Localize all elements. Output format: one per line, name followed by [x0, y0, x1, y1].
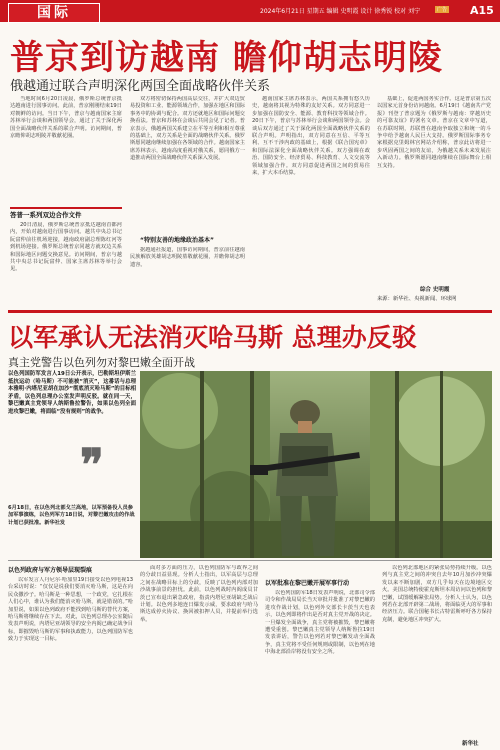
issue-meta: 2024年6月21日 星期五 编辑 史明霞 设计 徐秀锐 校对 刘宁 — [260, 8, 421, 15]
ad-badge: 广告 — [437, 7, 448, 13]
story-divider — [8, 310, 492, 313]
story1-column-2 — [130, 96, 245, 231]
story2-column-3 — [265, 590, 375, 745]
story1-column-2-subhead: “特别友善的地缘政治基本” — [140, 237, 214, 244]
story1-column-4 — [377, 96, 491, 281]
photo-caption: 6月18日，在以色列北部戈兰高地，以军预备役人员参加军事演练，以色列军方18日说，对黎巴嫩攻击的作战计划已获批准。新华社发 — [8, 505, 135, 526]
paragraph: 基础上，促进两国务实合作。这是普京第五次以国家元首身份访问越南。6月19日《越南共产党报》刊登了普京题为《俄罗斯与越南：穿越历史的可靠友谊》的署名文章。普京在文章中写道，在苏联时期，苏联曾在越南争取独立和统一的斗争中给予越南人民巨大支持。俄罗斯国际事务专家根据克里姆林宫网站介绍称，普京此访将进一步巩固两国之间的友谊，为俄越关系未来发展注入新动力。俄罗斯愿同越南继续在国际舞台上相互支持。 — [377, 96, 491, 169]
story2-column-4 — [382, 565, 492, 737]
story1-headline: 普京到访越南 瞻仰胡志明陵 — [10, 38, 443, 78]
paragraph: 以色列北部地区的紧张局势持续升级。以色列与真主党之间的冲突自去年10月加沙冲突爆发以来不断加剧，双方几乎每天在边境地区交火。美国总统特使霍克斯坦本周访问以色列和黎巴嫩，试图缓解紧张局势。分析人士认为，以色列若在北部开辟第二战场，将面临更大的军事和经济压力。联合国秘书长古特雷斯呼吁各方保持克制，避免地区冲突扩大。 — [382, 565, 492, 623]
story2-subheadline: 真主党警告以色列勿对黎巴嫩全面开战 — [8, 356, 195, 369]
story2-col3-subhead: 以军批准在黎巴嫩开展军事行动 — [265, 580, 350, 587]
sidebox-title: 答普一系列双边合作文件 — [10, 211, 82, 219]
sidebox-rule — [10, 207, 122, 209]
story2-byline: 新华社 — [462, 741, 479, 747]
paragraph: 双方将密切保持两国高层交往，并扩大双边贸易投资和工业、能源领域合作，加强在地区和国际事务中的协调与配合。双方还就地区和国际问题交换看法。普京和苏林在会谈后共同会见了记者。普京表示，俄越两国关系建立在平等互利和相互尊重的基础上，双方关系是全面的战略伙伴关系。俄罗斯愿同越南继续加强在各领域的合作。越南国家主席苏林表示，越南高度重视对俄关系，愿同俄方一道推动两国全面战略伙伴关系深入发展。 — [130, 96, 245, 162]
paragraph: 据越通社报道，国事访问期间，普京前往越南民族解放英雄胡志明陵墓敬献花圈，并瞻仰胡志明遗容。 — [130, 247, 245, 268]
paragraph: 面对多方面的压力，以色列国防军与政界之间的分歧日益显现。分析人士指出，以军高层与总理之间在战略目标上的分歧，反映了以色列内部对加沙战事前景的担忧。此前，以色列战时内阁成员甘茨已宣布退出紧急政府，指责内塔尼亚胡缺乏战后计划。以色列多地连日爆发示威，要求政府与哈马斯达成停火协议、换回被扣押人员，并提前举行选举。 — [140, 565, 258, 623]
paragraph: 以色列国防军18日发表声明说，北部司令部司令和作战局局长当天审批并批准了对黎巴嫩的进攻作战计划，以色列外交部长卡茨当天也表示，以色列即将作出是否对真主党开战的决定。一旦爆发全面战争，真主党将被摧毁，黎巴嫩将遭受重创。黎巴嫩真主党领导人纳斯鲁拉19日发表讲话，警告以色列若对黎巴嫩发动全面战争，真主党将不受任何规则或限制，以色列在地中海北部沿岸将没有安全之所。 — [265, 590, 375, 656]
news-photo — [140, 371, 492, 558]
story2-lead: 以色列国防军发言人19日公开表示，巴勒斯坦伊斯兰抵抗运动（哈马斯）不可能被“消灭”，这番话与总理本雅明·内塔尼亚胡在加沙“彻底消灭哈马斯”的目标相矛盾，以色列总理办公室发声明反驳。就在同一天，黎巴嫩真主党领导人纳斯鲁拉警告，如果以色列全面进攻黎巴嫩，将面临“没有规则”的战争。 — [8, 371, 136, 415]
story1-column-1b — [10, 222, 122, 304]
story2-column-1 — [8, 577, 133, 745]
story1-subheadline: 俄越通过联合声明深化两国全面战略伙伴关系 — [10, 79, 271, 94]
paragraph: 越南国家主席苏林表示，两国关系拥有悠久历史，越南将其视为特殊的友好关系。双方同意进一步加强在国防安全、能源、教育科技等领域合作。20日下午，普京与苏林举行会谈和两国领导会。会谈后双方通过了关于深化两国全面战略伙伴关系的联合声明。声明指出，双方同意在互信、平等互利、互不干涉内政的基础上，根据《联合国宪章》和国际法深化全面战略伙伴关系。双方强调在政治、国防安全、经济贸易、科技教育、人文交流等领域加强合作。双方同意促进两国之间的贸易往来，扩大本币结算。 — [252, 96, 370, 177]
story1-source: 来源：新华社、央视新闻、环球网 — [377, 296, 457, 302]
story1-column-2b — [130, 247, 245, 304]
story2-column-2 — [140, 565, 258, 745]
story1-byline: 综合 史明霞 — [420, 287, 450, 293]
section-label: 国际 — [8, 3, 100, 23]
quote-mark-icon: ❞ — [80, 440, 104, 491]
paragraph: 20日清晨，俄罗斯总统普京抵达越南首都河内，开始对越南进行国事访问。越共中央总书记阮富仲前往机场迎接，越南政府副总理陈红河等到机场迎接。俄罗斯总统普京同越方就双边关系和国际地区问题交换意见。访问期间，普京与越共中央总书记阮富仲、国家主席苏林等举行会见。 — [10, 222, 122, 273]
story2-col1-subhead: 以色列政府与军方领导层现裂痕 — [8, 567, 93, 574]
soldier-photo-illustration — [140, 371, 492, 558]
story2-headline: 以军承认无法消灭哈马斯 总理办反驳 — [8, 323, 417, 352]
paragraph: 当地时间6月20日凌晨，俄罗斯总统普京抵达越南进行国事访问。此前，普京刚刚结束19日对朝鲜的访问。当日下午，普京与越南国家主席苏林举行会谈和两国领导会，通过了关于深化两国全面战略伙伴关系的联合声明。访问期间，普京瞻仰胡志明陵并敬献花圈。 — [10, 96, 122, 140]
page-number: A15 — [470, 4, 494, 17]
divider — [8, 560, 492, 561]
story1-column-1 — [10, 96, 122, 206]
story1-column-3 — [252, 96, 370, 304]
paragraph: 以军发言人丹尼尔·哈加里19日接受以色列电视13台采访时说：“仅仅是说我们要消灭哈马斯，这是在向民众撒沙子。哈马斯是一种思想，一个政党，它扎根在人们心中，谁认为我们能消灭哈马斯，就是错误的。”哈加里说，如果以色列政府不能找到哈马斯的替代方案，哈马斯将继续存在下去。对此，以色列总理办公室随后发表声明说，内塔尼亚胡领导的安全内阁已确定战争目标，即摧毁哈马斯的军事和执政能力，以色列国防军也致力于实现这一目标。 — [8, 577, 133, 643]
